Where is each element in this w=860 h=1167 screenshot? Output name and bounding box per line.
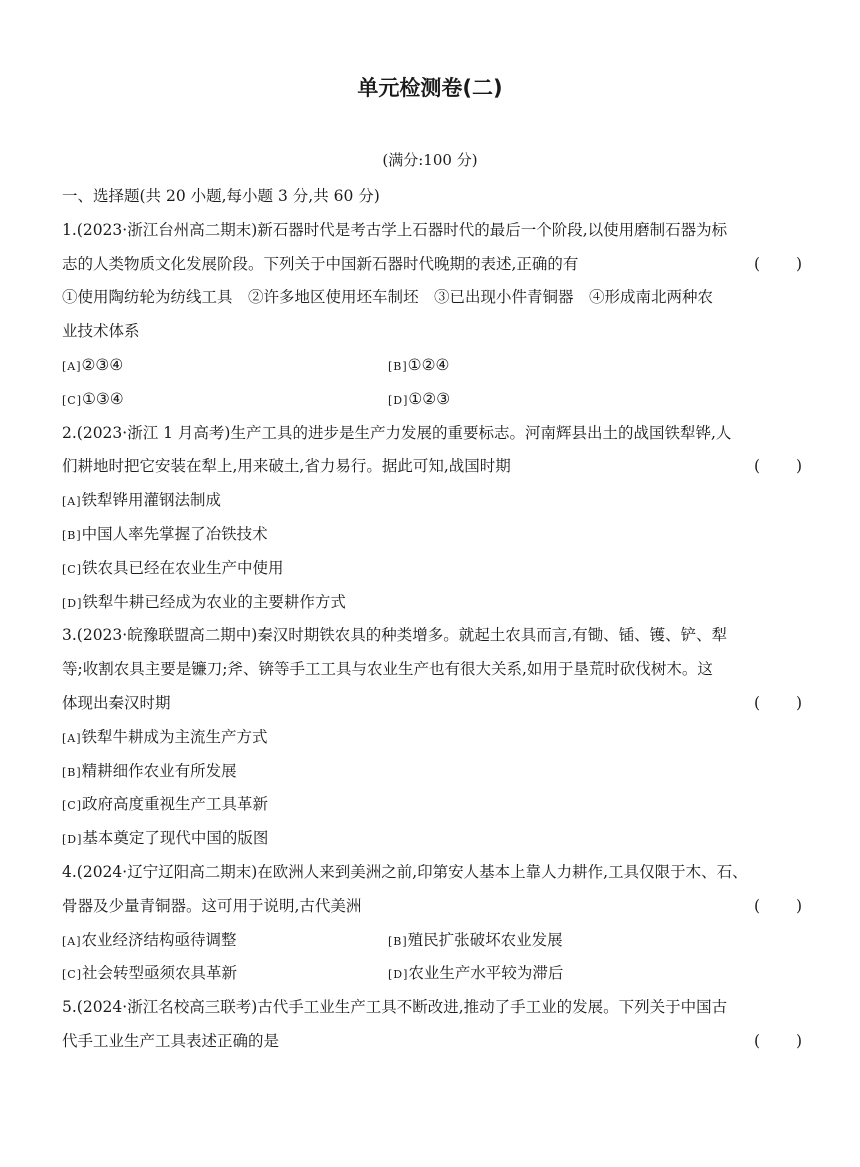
option-letter: [D] bbox=[388, 968, 409, 982]
question-4-stem-end: 骨器及少量青铜器。这可用于说明,古代美洲 bbox=[62, 896, 362, 915]
score-note: (满分:100 分) bbox=[382, 151, 478, 169]
option-text: 基本奠定了现代中国的版图 bbox=[82, 829, 269, 848]
option-b bbox=[388, 924, 714, 958]
bracket-open: ( bbox=[754, 1031, 761, 1050]
options-row bbox=[62, 924, 802, 958]
bracket-open: ( bbox=[754, 896, 761, 915]
question-5-stem-end: 代手工业生产工具表述正确的是 bbox=[62, 1031, 280, 1050]
question-1-stem-end: 志的人类物质文化发展阶段。下列关于中国新石器时代晚期的表述,正确的有 bbox=[62, 254, 579, 273]
option-letter: [A] bbox=[62, 731, 82, 745]
option-letter: [B] bbox=[62, 765, 82, 779]
options-row bbox=[62, 957, 802, 991]
option-letter: [D] bbox=[62, 596, 83, 610]
question-3-line-3 bbox=[62, 687, 802, 721]
option-letter: [C] bbox=[62, 562, 82, 576]
option-text: ①③④ bbox=[82, 389, 124, 408]
option-a bbox=[62, 924, 388, 958]
option-d bbox=[62, 822, 802, 856]
option-b bbox=[62, 518, 802, 552]
option-text: 铁犁铧用灌钢法制成 bbox=[81, 491, 222, 510]
question-3-stem-end: 体现出秦汉时期 bbox=[62, 693, 171, 712]
question-3-line-1: 3.(2023·皖豫联盟高二期中)秦汉时期铁农具的种类增多。就起土农具而言,有锄、锸、镬、铲、犁 bbox=[62, 626, 728, 645]
bracket-open: ( bbox=[754, 254, 761, 273]
question-2-line-1: 2.(2023·浙江 1 月高考)生产工具的进步是生产力发展的重要标志。河南辉县出土的战国铁犁铧,人 bbox=[62, 423, 732, 442]
answer-bracket bbox=[754, 248, 802, 282]
bracket-close: ) bbox=[795, 457, 802, 476]
section-heading: 一、选择题(共 20 小题,每小题 3 分,共 60 分) bbox=[62, 187, 380, 205]
option-letter: [B] bbox=[62, 528, 82, 542]
option-d bbox=[388, 957, 714, 991]
question-1-statements-2: 业技术体系 bbox=[62, 322, 140, 341]
option-text: ②③④ bbox=[81, 355, 124, 374]
options-row bbox=[62, 383, 802, 417]
option-b bbox=[388, 349, 714, 383]
bracket-close: ) bbox=[795, 693, 802, 712]
option-a bbox=[62, 721, 802, 755]
option-text: 农业生产水平较为滞后 bbox=[408, 964, 564, 983]
option-letter: [C] bbox=[62, 393, 82, 407]
option-a bbox=[62, 349, 388, 383]
option-text: 殖民扩张破坏农业发展 bbox=[407, 930, 563, 949]
answer-bracket bbox=[754, 1025, 802, 1059]
bracket-close: ) bbox=[795, 254, 802, 273]
question-2-stem-end: 们耕地时把它安装在犁上,用来破土,省力易行。据此可知,战国时期 bbox=[62, 457, 511, 476]
option-c bbox=[62, 788, 802, 822]
option-text: 政府高度重视生产工具革新 bbox=[82, 795, 269, 814]
question-5-line-2 bbox=[62, 1025, 802, 1059]
option-c bbox=[62, 957, 388, 991]
option-c bbox=[62, 383, 388, 417]
option-d bbox=[62, 586, 802, 620]
question-4-line-2 bbox=[62, 890, 802, 924]
answer-bracket bbox=[754, 450, 802, 484]
question-1-line-1: 1.(2023·浙江台州高二期末)新石器时代是考古学上石器时代的最后一个阶段,以使用磨制石器为标 bbox=[62, 220, 728, 239]
question-4-line-1: 4.(2024·辽宁辽阳高二期末)在欧洲人来到美洲之前,印第安人基本上靠人力耕作,工具仅限于木、石、 bbox=[62, 862, 748, 881]
option-text: 铁农具已经在农业生产中使用 bbox=[82, 558, 284, 577]
page-title: 单元检测卷(二) bbox=[357, 76, 503, 100]
option-text: 中国人率先掌握了冶铁技术 bbox=[81, 524, 268, 543]
options-row bbox=[62, 349, 802, 383]
question-1-statements-1: ①使用陶纺轮为纺线工具 ②许多地区使用坯车制坯 ③已出现小件青铜器 ④形成南北两种农 bbox=[62, 288, 714, 307]
bracket-open: ( bbox=[754, 457, 761, 476]
option-text: 农业经济结构亟待调整 bbox=[81, 930, 237, 949]
option-letter: [D] bbox=[388, 393, 409, 407]
answer-bracket bbox=[754, 890, 802, 924]
question-5-line-1: 5.(2024·浙江名校高三联考)古代手工业生产工具不断改进,推动了手工业的发展。下列关于中国古 bbox=[62, 998, 728, 1017]
option-letter: [A] bbox=[62, 359, 82, 373]
option-letter: [B] bbox=[388, 934, 408, 948]
answer-bracket bbox=[754, 687, 802, 721]
option-letter: [A] bbox=[62, 934, 82, 948]
option-letter: [C] bbox=[62, 968, 82, 982]
option-d bbox=[388, 383, 714, 417]
bracket-close: ) bbox=[795, 896, 802, 915]
option-letter: [B] bbox=[388, 359, 408, 373]
option-text: 社会转型亟须农具革新 bbox=[82, 964, 238, 983]
option-text: 精耕细作农业有所发展 bbox=[81, 761, 237, 780]
option-text: ①②③ bbox=[408, 389, 451, 408]
option-a bbox=[62, 484, 802, 518]
option-c bbox=[62, 552, 802, 586]
option-letter: [D] bbox=[62, 833, 83, 847]
bracket-open: ( bbox=[754, 693, 761, 712]
option-text: 铁犁牛耕已经成为农业的主要耕作方式 bbox=[82, 592, 346, 611]
question-2-line-2 bbox=[62, 450, 802, 484]
option-letter: [C] bbox=[62, 799, 82, 813]
option-letter: [A] bbox=[62, 495, 82, 509]
option-b bbox=[62, 755, 802, 789]
question-1-line-2 bbox=[62, 248, 802, 282]
question-3-line-2: 等;收割农具主要是镰刀;斧、锛等手工工具与农业生产也有很大关系,如用于垦荒时砍伐树木。这 bbox=[62, 660, 713, 679]
question-list bbox=[62, 180, 802, 1059]
bracket-close: ) bbox=[795, 1031, 802, 1050]
option-text: ①②④ bbox=[407, 355, 450, 374]
option-text: 铁犁牛耕成为主流生产方式 bbox=[81, 727, 268, 746]
